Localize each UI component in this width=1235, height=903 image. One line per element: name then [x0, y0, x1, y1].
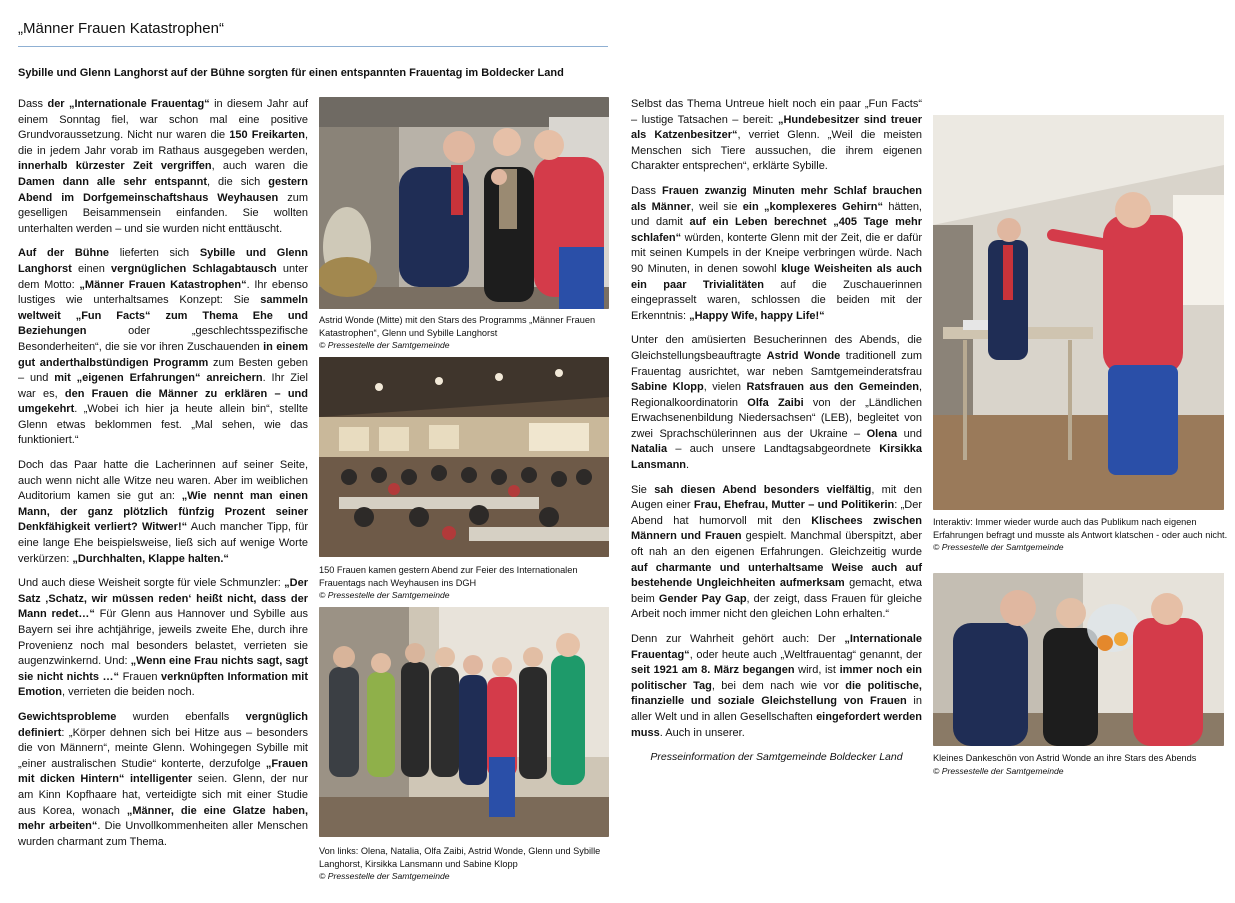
- title-divider: [18, 46, 608, 47]
- paragraph: Sie sah diesen Abend besonders vielfältig, mit den Augen einer Frau, Ehefrau, Mutter – und Politikerin: „Der Abend hat humorvoll mit den Klischees zwischen Männern und Frauen gespielt. Manchmal überspitzt, aber oft nah an den eigenen Erfahrungen. Gleichzeitig wurde auf charmante und unterhaltsame Weise auch auf bestehende Ungleichheiten aufmerksam gemacht, etwa beim Gender Pay Gap, der zeigt, dass Frauen für gleiche Arbeit noch immer nicht den gleichen Lohn erhalten.“: [631, 483, 923, 621]
- photo-group: [319, 607, 609, 837]
- paragraph: Gewichtsprobleme wurden ebenfalls vergnüglich definiert: „Körper dehnen sich bei Hitze aus – besonders die von Männern“, meinte Glenn. Wohingegen Sybille mit „einer australischen Studie“ konterte, derzufolge „Frauen mit dicken Hintern“ intelligenter seien. Glenn, der nur am Kinn Kopfhaare hat, verteidigte sich mit einer Studie aus Korea, wonach „Männer, die eine Glatze haben, mehr arbeiten“. Die Unvollkommenheiten aller Menschen wurden charmant zum Thema.: [18, 710, 309, 848]
- paragraph: Und auch diese Weisheit sorgte für viele Schmunzler: „Der Satz ‚Schatz, wir müssen reden‘ heißt nicht, dass der Mann redet…“ Für Glenn aus Hannover und Sybille aus Bayern sei ihre achtjährige, jeweils zweite Ehe, durch ihre Provenienz noch mal besonders belastet, verrieten sie augenzwinkernd. Und: „Wenn eine Frau nichts sagt, sagt sie nicht nichts …“ Frauen verknüpften Information mit Emotion, verrieten die beiden noch.: [18, 577, 308, 699]
- photo-credit: © Pressestelle der Samtgemeinde: [319, 590, 450, 600]
- paragraph: Unter den amüsierten Besucherinnen des Abends, die Gleichstellungsbeauftragte Astrid Wonde traditionell zum Frauentag ausrichtet, war neben Samtgemeinderatsfrau Sabine Klopp, vielen Ratsfrauen aus den Gemeinden, Regionalkoordinatorin Olfa Zaibi von der „Ländlichen Erwachsenenbildung Niedersachsen“ (LEB), begleitet von zwei Sprachschülerinnen aus der Ukraine – Olena und Natalia – auch unsere Landtagsabgeordnete Kirsikka Lansmann.: [631, 334, 923, 472]
- photo-credit: © Pressestelle der Samtgemeinde: [933, 542, 1064, 552]
- paragraph: Dass Frauen zwanzig Minuten mehr Schlaf brauchen als Männer, weil sie ein „komplexeres Gehirn“ hätten, und damit auf ein Leben berechnet „405 Tage mehr schlafen“ würden, konterte Glenn mit der Zeit, die er dafür mit seinen Kumpels in der Kneipe verbringen würde. Nach 90 Minuten, in denen sowohl kluge Weisheiten als auch ein paar Trivialitäten auf die Zuschauerinnen eingeprasselt waren, schlossen die beiden mit der Erkenntnis: „Happy Wife, happy Life!“: [631, 184, 922, 322]
- photo-stage-heart: [319, 97, 609, 309]
- press-signature: Presseinformation der Samtgemeinde Boldecker Land: [650, 751, 903, 764]
- photo-audience-hall: [319, 357, 609, 557]
- caption-photo-1: Astrid Wonde (Mitte) mit den Stars des Programms „Männer Frauen Katastrophen“, Glenn und Sybille Langhorst © Pressestelle der Samtgemeinde: [319, 314, 611, 352]
- article-column-right: [631, 97, 922, 766]
- caption-photo-2: 150 Frauen kamen gestern Abend zur Feier des Internationalen Frauentags nach Weyhausen ins DGH © Pressestelle der Samtgemeinde: [319, 564, 611, 602]
- photo-credit: © Pressestelle der Samtgemeinde: [319, 340, 450, 350]
- paragraph: Dass der „Internationale Frauentag“ in diesem Jahr auf einem Sonntag fiel, war schon mal eine positive Grundvoraussetzung. Nicht nur waren die 150 Freikarten, die in jedem Jahr vorab im Rathaus ausgegeben werden, innerhalb kürzester Zeit vergriffen, auch waren die Damen dann alle sehr entspannt, die sich gestern Abend im Dorfgemeinschaftshaus Weyhausen zum geselligen Beisammensein einfanden. Sie wollten unterhalten werden – und sie wurden nicht enttäuscht.: [18, 98, 308, 235]
- photo-credit: © Pressestelle der Samtgemeinde: [933, 765, 1064, 776]
- caption-photo-5: Kleines Dankeschön von Astrid Wonde an ihre Stars des Abends © Pressestelle der Samtgemeinde: [933, 752, 1228, 777]
- paragraph: Selbst das Thema Untreue hielt noch ein paar „Fun Facts“ – lustige Tatsachen – bereit: „Hundebesitzer sind treuer als Katzenbesitzer“, verriet Glenn. „Weil die meisten Menschen sich Tiere aussuchen, die ihrem eigenen Charakter entsprechen“, erklärte Sybille.: [631, 98, 923, 173]
- paragraph: Auf der Bühne lieferten sich Sybille und Glenn Langhorst einen vergnüglichen Schlagabtausch unter dem Motto: „Männer Frauen Katastrophen“. Ihr ebenso lustiges wie unterhaltsames Konzept: Sie sammeln weltweit „Fun Facts“ zum Thema Ehe und Beziehungen oder „geschlechtsspezifische Besonderheiten“, die sie vor ihren Zuschauenden in einem gut anderthalbstündigen Programm zum Besten geben – und mit „eigenen Erfahrungen“ anreichern. Ihr Ziel war es, den Frauen die Männer zu erklären – und umgekehrt. „Wobei ich hier ja heute allein bin“, stellte Glenn etwas beklommen fest. „Mal sehen, wie das funktioniert.“: [18, 247, 309, 447]
- photo-interactive-stage: [933, 115, 1224, 510]
- paragraph: Doch das Paar hatte die Lacherinnen auf seiner Seite, auch wenn nicht alle Witze neu waren. Aber im weiblichen Auditorium kamen sie gut an: „Wie nennt man einen Mann, der ganz plötzlich fünfzig Prozent seiner Denkfähigkeit verliert? Witwer!“ Auch mancher Tipp, für eine lange Ehe beispielsweise, ließ sich auf wenige Worte verkürzen: „Durchhalten, Klappe halten.“: [18, 459, 308, 565]
- photo-credit: © Pressestelle der Samtgemeinde: [319, 871, 450, 881]
- photo-thank-you: [933, 573, 1224, 746]
- article-column-left: [18, 97, 308, 859]
- caption-photo-4: Interaktiv: Immer wieder wurde auch das Publikum nach eigenen Erfahrungen befragt und musste als Antwort klatschen - oder auch nicht. © Pressestelle der Samtgemeinde: [933, 517, 1228, 552]
- caption-photo-3: Von links: Olena, Natalia, Olfa Zaibi, Astrid Wonde, Glenn und Sybille Langhorst, Kirsikka Lansmann und Sabine Klopp © Pressestelle der Samtgemeinde: [319, 845, 611, 883]
- article-subtitle: Sybille und Glenn Langhorst auf der Bühne sorgten für einen entspannten Frauentag im Boldecker Land: [18, 67, 564, 79]
- article-title: „Männer Frauen Katastrophen“: [18, 20, 224, 37]
- paragraph: Denn zur Wahrheit gehört auch: Der „Internationale Frauentag“, oder heute auch „Weltfrauentag“ genannt, der seit 1921 am 8. März begangen wird, ist immer noch ein politischer Tag, bei dem nach wie vor die politische, finanzielle und soziale Gleichstellung von Frauen in aller Welt und in allen Gesellschaften eingefordert werden muss. Auch in unserer.: [631, 633, 923, 739]
